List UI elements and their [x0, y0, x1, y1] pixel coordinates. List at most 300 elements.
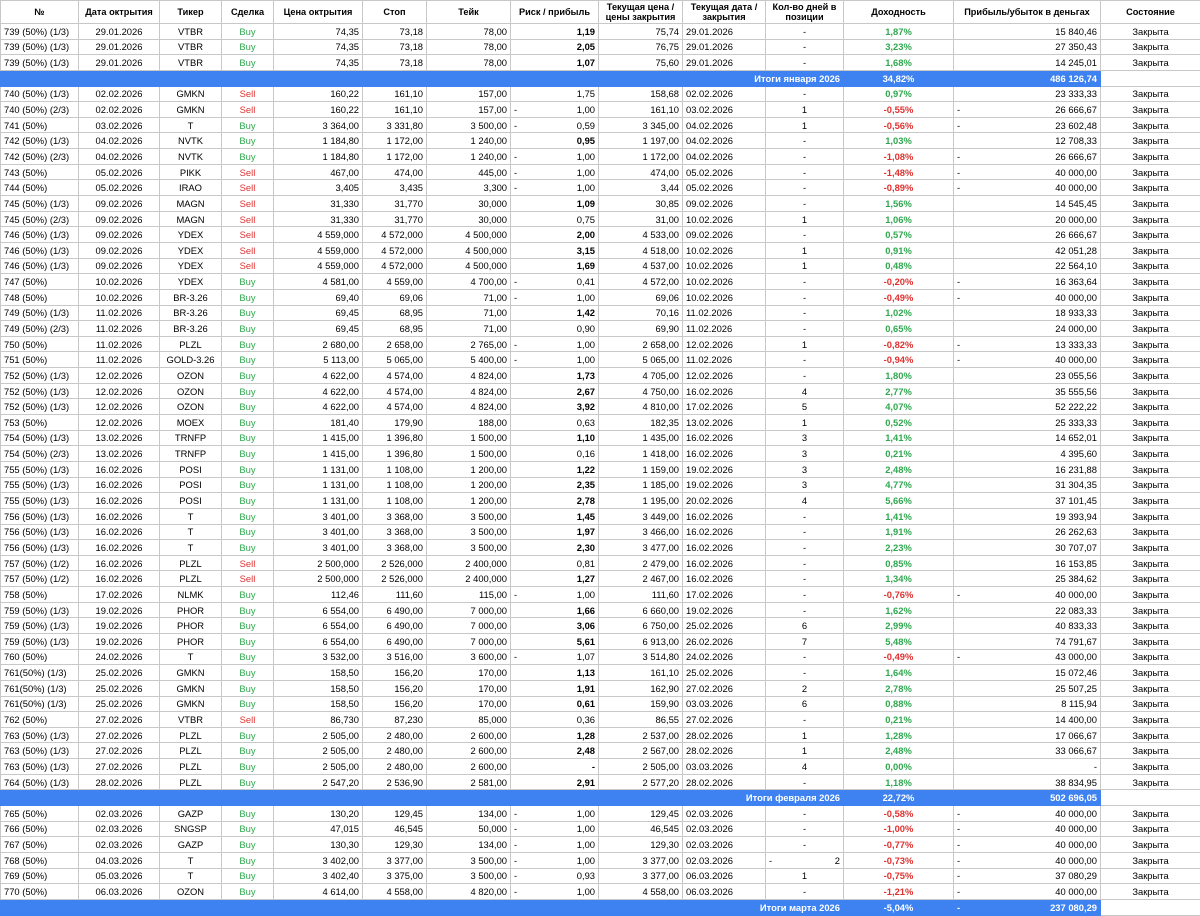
trade-number: 770 (50%) [1, 884, 79, 900]
risk-reward-value: 2,48 [577, 744, 595, 757]
open-date: 19.02.2026 [79, 602, 160, 618]
current-price: 4 810,00 [599, 399, 683, 415]
deal-side: Sell [222, 211, 274, 227]
risk-reward-dash: - [514, 181, 517, 194]
deal-side: Buy [222, 352, 274, 368]
table-row[interactable] [1, 884, 1200, 900]
ticker: TRNFP [160, 430, 222, 446]
deal-side: Buy [222, 680, 274, 696]
table-row[interactable] [1, 837, 1200, 853]
table-row[interactable] [1, 102, 1200, 118]
table-row[interactable] [1, 602, 1200, 618]
open-date: 13.02.2026 [79, 446, 160, 462]
table-row[interactable] [1, 227, 1200, 243]
deal-side: Buy [222, 39, 274, 55]
table-row[interactable] [1, 430, 1200, 446]
days-in-position-value: - [803, 604, 806, 617]
ticker: GMKN [160, 86, 222, 102]
pnl-value: 27 350,43 [1055, 40, 1097, 53]
current-price: 3 345,00 [599, 117, 683, 133]
take-price: 2 400,000 [427, 555, 511, 571]
table-row[interactable] [1, 571, 1200, 587]
table-row[interactable] [1, 149, 1200, 165]
pnl [954, 743, 1101, 759]
risk-reward-dash: - [514, 291, 517, 304]
risk-reward-value: 1,97 [577, 525, 595, 538]
table-row[interactable] [1, 415, 1200, 431]
table-row[interactable] [1, 180, 1200, 196]
pnl [954, 618, 1101, 634]
deal-side: Buy [222, 133, 274, 149]
current-price: 161,10 [599, 665, 683, 681]
table-row[interactable] [1, 461, 1200, 477]
take-price: 78,00 [427, 39, 511, 55]
column-header[interactable]: Дата октрытия [79, 1, 160, 24]
table-row[interactable] [1, 86, 1200, 102]
table-row[interactable] [1, 242, 1200, 258]
pnl-dash: - [957, 338, 960, 351]
open-date: 19.02.2026 [79, 618, 160, 634]
yield: -0,82% [844, 336, 954, 352]
open-date: 25.02.2026 [79, 680, 160, 696]
deal-side: Sell [222, 86, 274, 102]
open-date: 16.02.2026 [79, 524, 160, 540]
table-row[interactable] [1, 618, 1200, 634]
status: Закрыта [1101, 352, 1200, 368]
pnl-value: 26 262,63 [1055, 525, 1097, 538]
days-in-position-value: - [803, 885, 806, 898]
open-date: 02.03.2026 [79, 806, 160, 822]
pnl-value: 35 555,56 [1055, 385, 1097, 398]
deal-side: Buy [222, 289, 274, 305]
trade-number: 740 (50%) (2/3) [1, 102, 79, 118]
risk-reward [511, 102, 599, 118]
current-price: 70,16 [599, 305, 683, 321]
yield: 2,23% [844, 540, 954, 556]
deal-side: Buy [222, 743, 274, 759]
stop-price: 4 559,00 [363, 274, 427, 290]
current-price: 1 195,00 [599, 493, 683, 509]
total-pnl [954, 899, 1101, 915]
days-in-position [766, 884, 844, 900]
table-row[interactable] [1, 55, 1200, 71]
current-price: 129,30 [599, 837, 683, 853]
current-price: 6 660,00 [599, 602, 683, 618]
status: Закрыта [1101, 321, 1200, 337]
ticker: TRNFP [160, 446, 222, 462]
deal-side: Buy [222, 602, 274, 618]
risk-reward-value: 0,63 [577, 416, 595, 429]
risk-reward-value: 1,00 [577, 353, 595, 366]
stop-price: 73,18 [363, 24, 427, 40]
table-row[interactable] [1, 196, 1200, 212]
yield: 1,18% [844, 774, 954, 790]
ticker: OZON [160, 399, 222, 415]
status: Закрыта [1101, 399, 1200, 415]
open-date: 04.02.2026 [79, 149, 160, 165]
days-in-position-value: 6 [802, 697, 807, 710]
column-header[interactable]: Тикер [160, 1, 222, 24]
table-row[interactable] [1, 305, 1200, 321]
table-row[interactable] [1, 164, 1200, 180]
table-row[interactable] [1, 852, 1200, 868]
total-label: Итоги марта 2026 [1, 899, 844, 915]
risk-reward-dash: - [514, 869, 517, 882]
column-header[interactable]: Текущая цена / цены закрытия [599, 1, 683, 24]
deal-side: Sell [222, 102, 274, 118]
risk-reward [511, 774, 599, 790]
table-row[interactable] [1, 336, 1200, 352]
table-row[interactable] [1, 368, 1200, 384]
close-date: 02.03.2026 [683, 837, 766, 853]
days-in-position-value: 7 [802, 635, 807, 648]
trade-number: 744 (50%) [1, 180, 79, 196]
risk-reward [511, 461, 599, 477]
current-price: 4 572,00 [599, 274, 683, 290]
table-row[interactable] [1, 133, 1200, 149]
deal-side: Buy [222, 774, 274, 790]
table-row[interactable] [1, 868, 1200, 884]
ticker: YDEX [160, 242, 222, 258]
stop-price: 2 536,90 [363, 774, 427, 790]
pnl [954, 196, 1101, 212]
days-in-position [766, 774, 844, 790]
table-row[interactable] [1, 727, 1200, 743]
stop-price: 129,45 [363, 806, 427, 822]
table-row[interactable] [1, 399, 1200, 415]
risk-reward [511, 571, 599, 587]
stop-price: 2 658,00 [363, 336, 427, 352]
column-header[interactable]: Сделка [222, 1, 274, 24]
pnl-value: 14 400,00 [1055, 713, 1097, 726]
days-in-position [766, 242, 844, 258]
stop-price: 1 108,00 [363, 477, 427, 493]
days-in-position [766, 571, 844, 587]
close-date: 11.02.2026 [683, 321, 766, 337]
column-header[interactable]: Доходность [844, 1, 954, 24]
open-price: 47,015 [274, 821, 363, 837]
trade-number: 759 (50%) (1/3) [1, 602, 79, 618]
days-in-position-value: - [803, 557, 806, 570]
yield: 0,57% [844, 227, 954, 243]
take-price: 30,000 [427, 211, 511, 227]
open-date: 02.03.2026 [79, 837, 160, 853]
trade-number: 764 (50%) (1/3) [1, 774, 79, 790]
risk-reward-dash: - [514, 119, 517, 132]
open-date: 04.02.2026 [79, 133, 160, 149]
take-price: 1 240,00 [427, 133, 511, 149]
risk-reward-value: 1,73 [577, 369, 595, 382]
open-price: 112,46 [274, 587, 363, 603]
trade-number: 741 (50%) [1, 117, 79, 133]
trade-number: 757 (50%) (1/2) [1, 571, 79, 587]
days-in-position [766, 133, 844, 149]
table-row[interactable] [1, 633, 1200, 649]
days-in-position [766, 258, 844, 274]
risk-reward-value: 1,07 [577, 650, 595, 663]
pnl-value: 40 000,00 [1055, 291, 1097, 304]
yield: -0,76% [844, 587, 954, 603]
pnl-value: 15 072,46 [1055, 666, 1097, 679]
risk-reward [511, 305, 599, 321]
risk-reward-value: 3,15 [577, 244, 595, 257]
open-price: 2 680,00 [274, 336, 363, 352]
days-in-position-value: - [803, 150, 806, 163]
days-in-position [766, 368, 844, 384]
risk-reward-dash: - [514, 854, 517, 867]
table-row[interactable] [1, 321, 1200, 337]
table-row[interactable] [1, 680, 1200, 696]
table-row[interactable] [1, 211, 1200, 227]
risk-reward-value: 0,59 [577, 119, 595, 132]
open-date: 05.03.2026 [79, 868, 160, 884]
risk-reward-dash: - [514, 166, 517, 179]
month-total-row [1, 70, 1200, 86]
table-row[interactable] [1, 493, 1200, 509]
pnl [954, 227, 1101, 243]
risk-reward-dash: - [514, 838, 517, 851]
stop-price: 129,30 [363, 837, 427, 853]
days-in-position [766, 289, 844, 305]
column-header[interactable]: Кол-во дней в позиции [766, 1, 844, 24]
days-in-position [766, 164, 844, 180]
open-price: 3 402,00 [274, 852, 363, 868]
yield: 2,77% [844, 383, 954, 399]
table-row[interactable] [1, 712, 1200, 728]
table-row[interactable] [1, 587, 1200, 603]
deal-side: Buy [222, 759, 274, 775]
close-date: 02.03.2026 [683, 821, 766, 837]
open-date: 16.02.2026 [79, 477, 160, 493]
trade-number: 755 (50%) (1/3) [1, 493, 79, 509]
pnl-value: 20 000,00 [1055, 213, 1097, 226]
yield: -0,56% [844, 117, 954, 133]
risk-reward-value: 1,45 [577, 510, 595, 523]
stop-price: 68,95 [363, 305, 427, 321]
status: Закрыта [1101, 696, 1200, 712]
days-in-position-value: 6 [802, 619, 807, 632]
table-row[interactable] [1, 508, 1200, 524]
ticker: PHOR [160, 618, 222, 634]
current-price: 1 418,00 [599, 446, 683, 462]
pnl [954, 868, 1101, 884]
table-row[interactable] [1, 24, 1200, 40]
take-price: 4 700,00 [427, 274, 511, 290]
column-header[interactable]: Тейк [427, 1, 511, 24]
column-header[interactable]: Стоп [363, 1, 427, 24]
pnl-value: 16 231,88 [1055, 463, 1097, 476]
column-header[interactable]: Риск / прибыль [511, 1, 599, 24]
yield: -1,00% [844, 821, 954, 837]
ticker: IRAO [160, 180, 222, 196]
risk-reward [511, 383, 599, 399]
table-row[interactable] [1, 352, 1200, 368]
column-header[interactable]: Состояние [1101, 1, 1200, 24]
open-date: 16.02.2026 [79, 540, 160, 556]
days-in-position-value: - [803, 197, 806, 210]
yield: -0,49% [844, 289, 954, 305]
risk-reward-value: 1,69 [577, 259, 595, 272]
table-row[interactable] [1, 555, 1200, 571]
pnl-dash: - [957, 275, 960, 288]
stop-price: 69,06 [363, 289, 427, 305]
yield: 2,78% [844, 680, 954, 696]
table-row[interactable] [1, 477, 1200, 493]
risk-reward-value: 1,00 [577, 822, 595, 835]
current-price: 161,10 [599, 102, 683, 118]
table-row[interactable] [1, 446, 1200, 462]
pnl-value: 40 000,00 [1055, 838, 1097, 851]
trade-number: 766 (50%) [1, 821, 79, 837]
trade-number: 739 (50%) (1/3) [1, 55, 79, 71]
deal-side: Sell [222, 227, 274, 243]
trade-number: 746 (50%) (1/3) [1, 258, 79, 274]
days-in-position [766, 305, 844, 321]
close-date: 13.02.2026 [683, 415, 766, 431]
table-row[interactable] [1, 383, 1200, 399]
risk-reward-value: 2,30 [577, 541, 595, 554]
current-price: 3 477,00 [599, 540, 683, 556]
risk-reward-value: 1,00 [577, 166, 595, 179]
table-row[interactable] [1, 774, 1200, 790]
trade-number: 761(50%) (1/3) [1, 696, 79, 712]
yield: 1,68% [844, 55, 954, 71]
current-price: 158,68 [599, 86, 683, 102]
pnl-value: - [1094, 760, 1097, 773]
ticker: PHOR [160, 602, 222, 618]
trade-number: 756 (50%) (1/3) [1, 508, 79, 524]
pnl [954, 649, 1101, 665]
open-price: 74,35 [274, 39, 363, 55]
take-price: 4 500,000 [427, 242, 511, 258]
open-price: 158,50 [274, 680, 363, 696]
pnl [954, 336, 1101, 352]
table-row[interactable] [1, 117, 1200, 133]
close-date: 04.02.2026 [683, 149, 766, 165]
pnl [954, 149, 1101, 165]
current-price: 4 705,00 [599, 368, 683, 384]
table-row[interactable] [1, 821, 1200, 837]
open-price: 160,22 [274, 102, 363, 118]
risk-reward-value: 0,95 [577, 134, 595, 147]
stop-price: 3 368,00 [363, 524, 427, 540]
open-date: 29.01.2026 [79, 24, 160, 40]
status: Закрыта [1101, 743, 1200, 759]
column-header[interactable]: Цена октрытия [274, 1, 363, 24]
table-row[interactable] [1, 806, 1200, 822]
days-in-position [766, 680, 844, 696]
stop-price: 4 572,000 [363, 227, 427, 243]
risk-reward [511, 508, 599, 524]
yield: 4,07% [844, 399, 954, 415]
trade-number: 756 (50%) (1/3) [1, 524, 79, 540]
days-in-position [766, 117, 844, 133]
deal-side: Buy [222, 852, 274, 868]
yield: 1,34% [844, 571, 954, 587]
table-row[interactable] [1, 39, 1200, 55]
column-header[interactable]: № [1, 1, 79, 24]
take-price: 188,00 [427, 415, 511, 431]
column-header[interactable]: Прибыль/убыток в деньгах [954, 1, 1101, 24]
risk-reward [511, 618, 599, 634]
close-date: 17.02.2026 [683, 587, 766, 603]
table-row[interactable] [1, 258, 1200, 274]
yield: 4,77% [844, 477, 954, 493]
take-price: 5 400,00 [427, 352, 511, 368]
days-in-position [766, 649, 844, 665]
close-date: 19.02.2026 [683, 477, 766, 493]
table-row[interactable] [1, 743, 1200, 759]
yield: -0,77% [844, 837, 954, 853]
risk-reward [511, 868, 599, 884]
risk-reward [511, 86, 599, 102]
table-row[interactable] [1, 524, 1200, 540]
column-header[interactable]: Текущая дата / закрытия [683, 1, 766, 24]
stop-price: 111,60 [363, 587, 427, 603]
days-in-position [766, 665, 844, 681]
days-in-position-value: - [803, 87, 806, 100]
take-price: 4 824,00 [427, 368, 511, 384]
deal-side: Buy [222, 149, 274, 165]
pnl-value: 26 666,67 [1055, 103, 1097, 116]
open-date: 29.01.2026 [79, 55, 160, 71]
status: Закрыта [1101, 868, 1200, 884]
ticker: T [160, 117, 222, 133]
table-row[interactable] [1, 540, 1200, 556]
status: Закрыта [1101, 227, 1200, 243]
open-price: 158,50 [274, 696, 363, 712]
open-date: 10.02.2026 [79, 274, 160, 290]
table-row[interactable] [1, 274, 1200, 290]
pnl-value: 23 602,48 [1055, 119, 1097, 132]
close-date: 29.01.2026 [683, 39, 766, 55]
table-row[interactable] [1, 759, 1200, 775]
yield: -0,20% [844, 274, 954, 290]
current-price: 2 567,00 [599, 743, 683, 759]
risk-reward [511, 55, 599, 71]
table-row[interactable] [1, 649, 1200, 665]
take-price: 3,300 [427, 180, 511, 196]
risk-reward [511, 274, 599, 290]
deal-side: Buy [222, 368, 274, 384]
table-row[interactable] [1, 289, 1200, 305]
status: Закрыта [1101, 477, 1200, 493]
yield: 0,88% [844, 696, 954, 712]
take-price: 1 200,00 [427, 461, 511, 477]
current-price: 6 750,00 [599, 618, 683, 634]
risk-reward-value: 2,78 [577, 494, 595, 507]
deal-side: Buy [222, 461, 274, 477]
pnl-dash: - [957, 150, 960, 163]
risk-reward-value: 1,00 [577, 150, 595, 163]
table-row[interactable] [1, 696, 1200, 712]
days-in-position [766, 336, 844, 352]
pnl [954, 477, 1101, 493]
pnl-dash: - [957, 807, 960, 820]
ticker: VTBR [160, 39, 222, 55]
pnl-value: 16 153,85 [1055, 557, 1097, 570]
risk-reward-value: 1,07 [577, 56, 595, 69]
risk-reward [511, 712, 599, 728]
deal-side: Buy [222, 524, 274, 540]
open-date: 11.02.2026 [79, 352, 160, 368]
take-price: 1 500,00 [427, 430, 511, 446]
take-price: 4 500,000 [427, 227, 511, 243]
status: Закрыта [1101, 571, 1200, 587]
status: Закрыта [1101, 383, 1200, 399]
table-row[interactable] [1, 665, 1200, 681]
deal-side: Buy [222, 446, 274, 462]
